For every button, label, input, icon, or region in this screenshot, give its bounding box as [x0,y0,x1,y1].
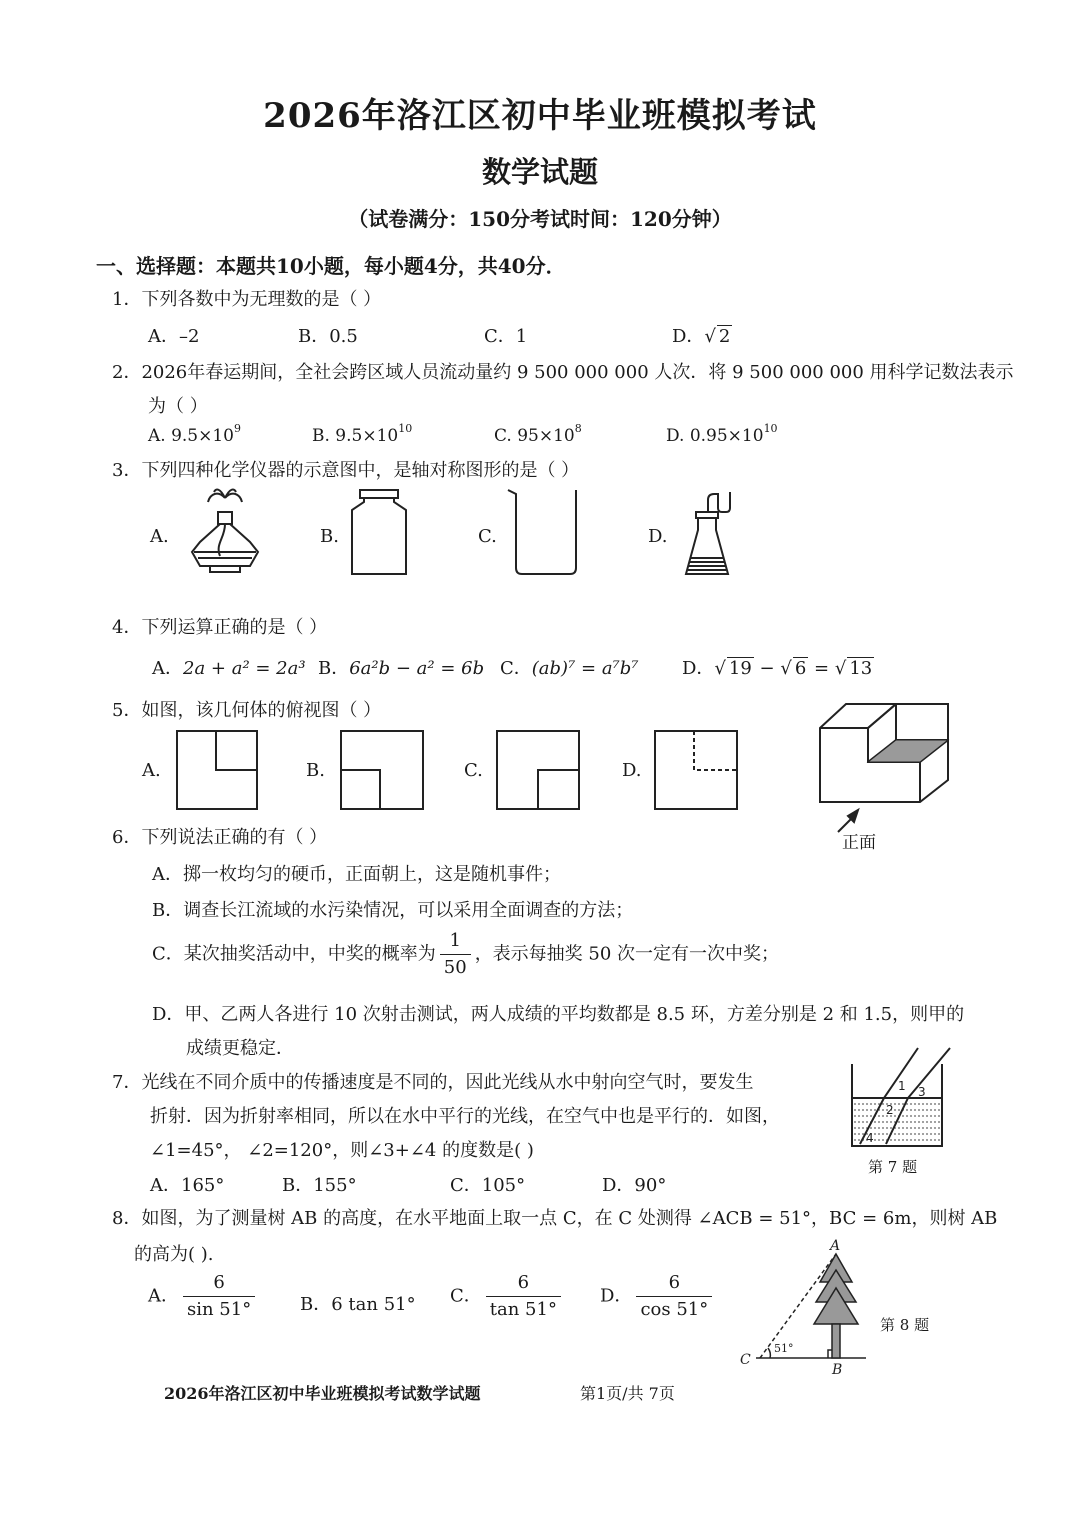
q7-angle-4: 4 [866,1131,874,1145]
q8-tree-figure [736,1240,876,1376]
q6-option-b: B．调查长江流域的水污染情况，可以采用全面调查的方法； [152,900,634,921]
q7-angle-1: 1 [898,1079,906,1093]
q3-stem: 3．下列四种化学仪器的示意图中，是轴对称图形的是（ ） [112,460,580,481]
q4-option-b: B．6a²b − a² = 6b [318,658,485,679]
q5-stem: 5．如图，该几何体的俯视图（ ） [112,700,382,721]
q6-stem: 6．下列说法正确的有（ ） [112,827,328,848]
beaker-figure [506,488,582,580]
q1-stem: 1．下列各数中为无理数的是（ ） [112,289,382,310]
q8-option-a: A． $\frac{6}{\sin 51^\circ}$ [148,1270,259,1323]
q8-option-c: C． $\frac{6}{\tan 51^\circ}$ [450,1270,565,1323]
q7-line1: 7．光线在不同介质中的传播速度是不同的，因此光线从水中射向空气时，要发生 [112,1072,754,1093]
exam-info: （试卷满分：150分考试时间：120分钟） [348,207,732,231]
q1-option-d-label: D． [672,326,705,347]
alcohol-lamp-figure [180,488,270,580]
q7-line2: 折射．因为折射率相同，所以在水中平行的光线，在空气中也是平行的．如图， [150,1106,780,1127]
q2-stem-cont: 为（ ） [148,396,208,417]
q1-option-c: C．1 [484,326,528,347]
q6-option-a: A．掷一枚均匀的硬币，正面朝上，这是随机事件； [152,864,561,885]
q6-option-d-cont: 成绩更稳定． [186,1038,294,1059]
page-title: 2026年洛江区初中毕业班模拟考试 [263,96,817,136]
q4-option-c: C．(ab)⁷ = a⁷b⁷ [500,658,639,679]
q5-option-c: C. [464,760,483,781]
q3-option-a: A. [150,526,169,547]
q8-point-c: C [740,1352,751,1368]
flask-figure [682,488,742,580]
q2-option-d: D. $0.95\times 10^{10}$ [666,422,778,446]
q8-figure-caption: 第 8 题 [880,1316,930,1334]
q6-option-c: C．某次抽奖活动中，中奖的概率为 $\frac{1}{50}$ ，表示每抽奖 50 次一定有一次中奖； [152,930,780,978]
q8-point-b: B [832,1362,843,1378]
q7-option-a: A．165° [150,1175,225,1196]
q4-option-d: D．√ 19 − √ 6 = √ 13 [682,658,873,679]
q2-stem: 2．2026年春运期间，全社会跨区域人员流动量约 9 500 000 000 人次．将 9 500 000 000 用科学记数法表示 [112,362,1014,383]
q8-option-b: B．6 tan 51° [300,1294,416,1315]
q8-point-a: A [830,1238,841,1254]
q2-option-a: A. $9.5\times 10^9$ [148,422,241,446]
page-subtitle: 数学试题 [481,155,598,189]
q4-stem: 4．下列运算正确的是（ ） [112,617,328,638]
jar-figure [346,488,412,580]
q5-view-b [340,730,424,810]
q7-figure-caption: 第 7 题 [868,1158,918,1176]
q7-option-c: C．105° [450,1175,526,1196]
q2-option-b: B. $9.5\times 10^{10}$ [312,422,413,446]
q6-option-d: D．甲、乙两人各进行 10 次射击测试，两人成绩的平均数都是 8.5 环，方差分别是 2 和 1.5，则甲的 [152,1004,965,1025]
q7-angle-2: 2 [886,1103,894,1117]
front-label: 正面 [842,833,876,853]
page-number: 第1页/共 7页 [580,1384,675,1403]
q8-line2: 的高为( ). [134,1244,214,1265]
q2-option-c: C. $95\times 10^8$ [494,422,582,446]
q5-solid-figure [818,702,950,846]
q7-line3: ∠1=45°， ∠2=120°，则∠3+∠4 的度数是( ) [150,1140,534,1161]
q8-angle-label: 51° [774,1342,794,1355]
q7-angle-3: 3 [918,1085,926,1099]
q7-option-b: B．155° [282,1175,357,1196]
q4-option-a: A．2a + a² = 2a³ [152,658,306,679]
q8-option-d: D． $\frac{6}{\cos 51^\circ}$ [600,1270,716,1323]
q7-refraction-figure [846,1046,954,1148]
q5-view-c [496,730,580,810]
sqrt-symbol: √ [704,326,716,347]
q5-option-b: B. [306,760,325,781]
q3-option-c: C. [478,526,497,547]
q1-option-d [672,322,732,348]
q1-option-d-radicand: 2 [718,326,731,347]
q8-line1: 8．如图，为了测量树 AB 的高度，在水平地面上取一点 C，在 C 处测得 ∠ACB = 51°，BC = 6m，则树 AB [112,1208,998,1229]
q5-option-a: A. [142,760,161,781]
q5-view-a [176,730,258,810]
q1-option-b: B．0.5 [298,326,358,347]
section-heading: 一、选择题：本题共10小题，每小题4分，共40分． [96,254,566,278]
q7-option-d: D．90° [602,1175,667,1196]
q3-option-d: D. [648,526,668,547]
q5-option-d: D. [622,760,642,781]
q3-option-b: B. [320,526,339,547]
q5-view-d [654,730,738,810]
footer-title: 2026年洛江区初中毕业班模拟考试数学试题 [164,1384,481,1403]
q1-option-a: A．–2 [148,326,200,347]
